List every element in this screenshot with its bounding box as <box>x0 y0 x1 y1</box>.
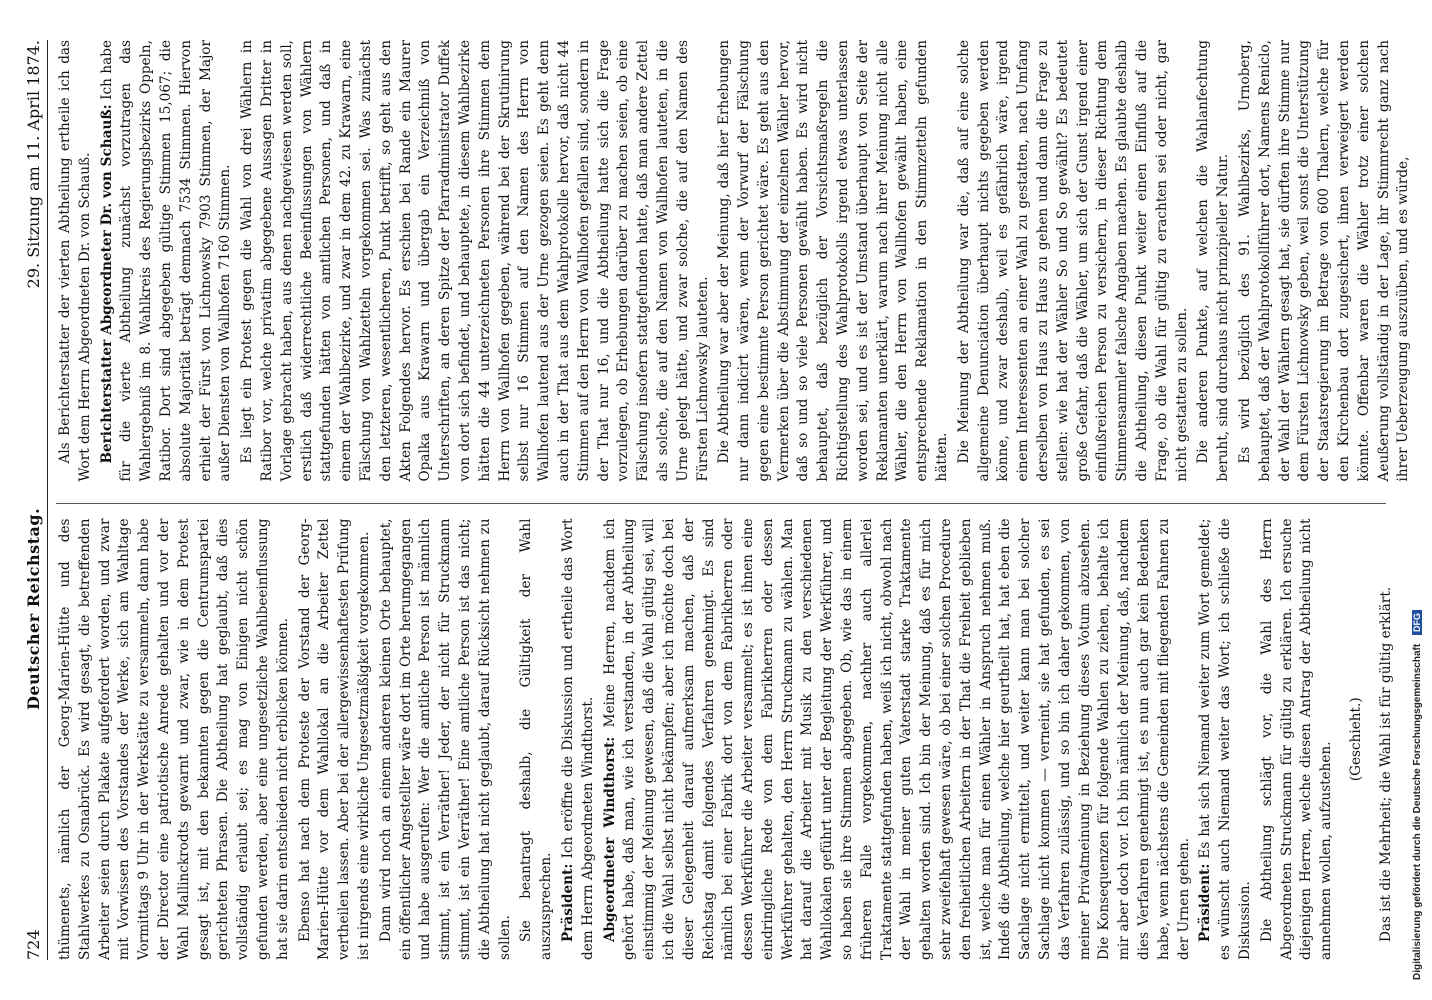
dfg-logo: DFG <box>1412 610 1422 635</box>
speech-paragraph <box>98 40 237 482</box>
speech-text: Ich eröffne die Diskussion und ertheile das Wort dem Herrn Abgeordneten Windthorst. <box>559 518 596 960</box>
speech-text: Meine Herren, nachdem ich gehört habe, daß man, wie ich verstanden, in der Abtheilung einstimmig der Meinung gewesen, daß die Wahl gültig sei, will ich die Wahl selbst nicht bekämpfen; aber ich möchte doch bei dieser Gelegenheit darauf aufmerksam machen, daß der Reichstag damit folgendes Verfahren genehmigt. Es sind nämlich bei einer Fabrik dort von dem Fabrikherren oder dessen Werkführer die Arbeiter versammelt; es ist ihnen eine eindringliche Rede von dem Fabrikherren oder dessen Werkführer gehalten, den Herrn Struckmann zu wählen. Man hat darauf die Arbeiter mit Musik zu den verschiedenen Wahllokalen geführt unter der Begleitung der Werkführer, und so haben sie ihre Stimmen abgegeben. Ob, wie das in einem früheren Falle vorgekommen, nachher auch allerlei Traktamente stattgefunden haben, weiß ich nicht, obwohl nach der Wahl in meiner guten Vaterstadt starke Traktamente gehalten worden sind. Ich bin der Meinung, daß es für mich sehr zweifelhaft gewesen wäre, ob bei einer solchen Procedure den freiheitlichen Arbeitern in der That die Freiheit geblieben ist, welche man für einen Wähler in Anspruch nehmen muß. Indeß die Abtheilung, welche hier geurtheilt hat, hat eben die Sachlage nicht ermittelt, und weiter kann man bei solcher Sachlage nicht kommen — verneint, sie hat gefunden, es sei das Verfahren zulässig, und so bin ich daher gekommen, von meiner Privatmeinung in Beziehung dieses Votum abzusehen. Die Konsequenzen für folgende Wahlen zu ziehen, behalte ich mir aber doch vor. Ich bin nämlich der Meinung, daß, nachdem dies Verfahren genehmigt ist, es nun auch gar kein Bedenken habe, wenn nächstens die Gemeinden mit fliegenden Fahnen zu der Urnen gehen. <box>601 518 1192 960</box>
paragraph: Es liegt ein Protest gegen die Wahl von drei Wählern in Ratibor vor, welche privatim abgegebene Aussagen Dritter in Vorlage gebracht haben, aus denen nachgewiesen werden soll, erstlich daß widerrechtliche Beeinflussungen von Wählern stattgefunden hätten von amtlichen Personen, und daß in einem der Wahlbezirke, und zwar in dem 42. zu Krawarn, eine Fälschung von Wahlzetteln vorgekommen sei. Was zunächst den letzteren, wesentlicheren, Punkt betrifft, so geht aus den Akten Folgendes hervor. Es erschien bei Rande ein Maurer Opalka aus Krawarn und übergab ein Verzeichniß von Unterschriften, an deren Spitze der Pfarradministrator Duffek von dort sich befindet, und behauptete, in diesem Wahlbezirke hätten die 44 unterzeichneten Personen ihre Stimmen dem Herrn von Wallhofen gegeben, während bei der Skrutinirung selbst nur 16 Stimmen auf den Namen des Herrn von Wallhofen lautend aus der Urne gezogen seien. Es geht denn auch in der That aus dem Wahlprotokolle hervor, daß nicht 44 Stimmen auf den Herrn von Wallhofen gefallen sind, sondern in der That nur 16, und die Abtheilung hatte sich die Frage vorzulegen, ob Erhebungen darüber zu machen seien, ob eine Fälschung insofern stattgefunden hatte, daß man andere Zettel als solche, die auf den Namen von Wallhofen lauteten, in die Urne gelegt hätte, und zwar solche, die auf den Namen des Fürsten Lichnowsky lauteten. <box>239 40 711 482</box>
text-columns <box>56 40 1412 960</box>
left-column <box>56 504 1394 961</box>
digitization-text: Digitalisierung gefördert durch die Deutsche Forschungsgemeinschaft <box>1412 643 1423 980</box>
session-title: 29. Sitzung am 11. April 1874. <box>24 40 43 289</box>
digitization-note <box>1412 20 1428 980</box>
paragraph: Die Abtheilung war aber der Meinung, daß hier Erhebungen nur dann indicirt wären, wenn der Vorwurf der Fälschung gegen eine bestimmte Person gerichtet wäre. Es geht aus den Vermerken über die Abstimmung der einzelnen Wähler hervor, daß so und so viele Personen gewählt haben. Es wird nicht behauptet, daß bezüglich der Vorsichtsmaßregeln die Richtigstellung des Wahlprotokolls irgend etwas unterlassen worden sei, und es ist der Umstand überhaupt von Seite der Reklamanten unerklärt, warum nach ihrer Meinung nicht alle Wähler, die den Herrn von Wallhofen gewählt haben, eine entsprechende Reklamation in den Stimmzetteln gefunden hätten. <box>716 40 951 482</box>
speech-paragraph <box>1196 519 1255 961</box>
paragraph: Die Meinung der Abtheilung war die, daß auf eine solche allgemeine Denunciation überhaupt nichts gegeben werden könne, und zwar deshalb, weil es gefährlich wäre, irgend einem Interessenten an einer Wahl zu gestatten, nach Umfang derselben von Haus zu Haus zu gehen und dann die Frage zu stellen: wie hat der Wähler So und So gewählt? Es bedeutet große Gefahr, daß die Wähler, um sich der Gunst irgend einer einflußreichen Person zu versichern, in dieser Richtung dem Stimmensammler falsche Angaben machen. Es glaubte deshalb die Abtheilung, diesen Punkt weiter einen Einfluß auf die Frage, ob die Wahl für gültig zu erachten sei oder nicht, gar nicht gestatten zu sollen. <box>955 40 1190 482</box>
document-page <box>10 10 1410 990</box>
speech-text: Ich habe für die vierte Abtheilung zunächst vorzutragen das Wahlergebniß im 8. Wahlkreis des Regierungsbezirks Oppeln, Ratibor. Dort sind abgegeben gültige Stimmen 15,067; die absolute Majorität beträgt demnach 7534 Stimmen. Hiervon erhielt der Fürst von Lichnowsky 7903 Stimmen, der Major außer Diensten von Wallhofen 7160 Stimmen. <box>98 40 234 482</box>
speech-text: Es hat sich Niemand weiter zum Wort gemeldet; es wünscht auch Niemand weiter das Wort; ich schließe die Diskussion. <box>1197 518 1254 960</box>
speaker-name: Präsident: <box>1197 863 1214 942</box>
page-header <box>24 40 48 960</box>
speaker-name: Präsident: <box>559 863 576 942</box>
paragraph: Ebenso hat nach dem Proteste der Vorstand der Georg-Marien-Hütte vor dem Wahllokal an die Arbeiter Zettel vertheilen lassen. Aber bei der allergewissenhaftesten Prüfung ist nirgends eine wirkliche Ungesetzmäßigkeit vorgekommen. <box>296 518 372 960</box>
stage-direction: (Geschieht.) <box>1348 697 1364 782</box>
result-paragraph: Das ist die Mehrheit; die Wahl ist für gültig erklärt. <box>1377 586 1394 942</box>
paragraph: Sie beantragt deshalb, die Gültigkeit der Wahl auszusprechen. <box>518 518 555 960</box>
speaker-name: Berichterstatter Abgeordneter Dr. von Schauß: <box>98 104 115 464</box>
speaker-name: Abgeordneter Windthorst: <box>601 736 618 942</box>
paragraph: Dann wird noch an einem anderen kleinen Orte behauptet, ein öffentlicher Angestellter wäre dort im Orte herumgegangen und habe ausgerufen: Wer die amtliche Person ist männlich stimmt, ist ein Verräther! Jeder, der nicht für Struckmann stimmt, ist ein Verräther! Eine amtliche Person ist das nicht; die Abtheilung hat nicht geglaubt, darauf Rücksicht nehmen zu sollen. <box>377 518 513 960</box>
right-column <box>56 40 1412 482</box>
paragraph: thümenets, nämlich der Georg-Marien-Hütte und des Stahlwerkes zu Osnabrück. Es wird gesagt, die betreffenden Arbeiter seien durch Plakate aufgefordert worden, und zwar mit Vorwissen des Vorstandes der Werke, sich am Wahltage Vormittags 9 Uhr in der Werkstätte zu versammeln, dann habe der Director eine patriotische Anrede gehalten und vor der Wahl Mallinckrodts gewarnt und zwar, wie in dem Protest gesagt ist, mit den bekannten gegen die Centrumspartei gerichteten Phrasen. Die Abtheilung hat geglaubt, daß dies vollständig erlaubt sei; es mag von Einigen nicht schön gefunden werden, aber eine ungesetzliche Wahlbeeinflussung hat sie darin entschieden nicht erblicken können. <box>57 518 291 960</box>
page-number: 724 <box>24 929 43 960</box>
paragraph: Als Berichterstatter der vierten Abtheilung ertheile ich das Wort dem Herrn Abgeordneten Dr. von Schauß. <box>57 40 93 482</box>
paragraph: Es wird bezüglich des 91. Wahlbezirks, Urnoberg, behauptet, daß der Wahlprotokollführer dort, Namens Reniclo, der Wahl der Wählern gesagt hat, sie dürften ihre Stimme nur dem Fürsten Lichnowsky geben, weil sonst die Unterstützung der Staatsregierung im Betrage von 600 Thalern, welche für den Kirchenbau dort zugesichert, ihnen verweigert werden könnte. Offenbar waren die Wähler trotz einer solchen Aeußerung vollständig in der Lage, ihr Stimmrecht ganz nach ihrer Ueberzeugung auszuüben, und es würde, <box>1237 40 1412 482</box>
speech-paragraph <box>601 519 1195 961</box>
paragraph: Die Abtheilung schlägt vor, die Wahl des Herrn Abgeordneten Struckmann für gültig zu erklären. Ich ersuche diejenigen Herren, welche diesen Antrag der Abtheilung nicht annehmen wollen, aufzustehen. <box>1258 518 1335 960</box>
speech-paragraph <box>559 519 599 961</box>
journal-title: Deutscher Reichstag. <box>24 507 43 710</box>
paragraph: Die anderen Punkte, auf welchen die Wahlanfechtung beruht, sind durchaus nicht prinzipieller Natur. <box>1195 40 1232 482</box>
